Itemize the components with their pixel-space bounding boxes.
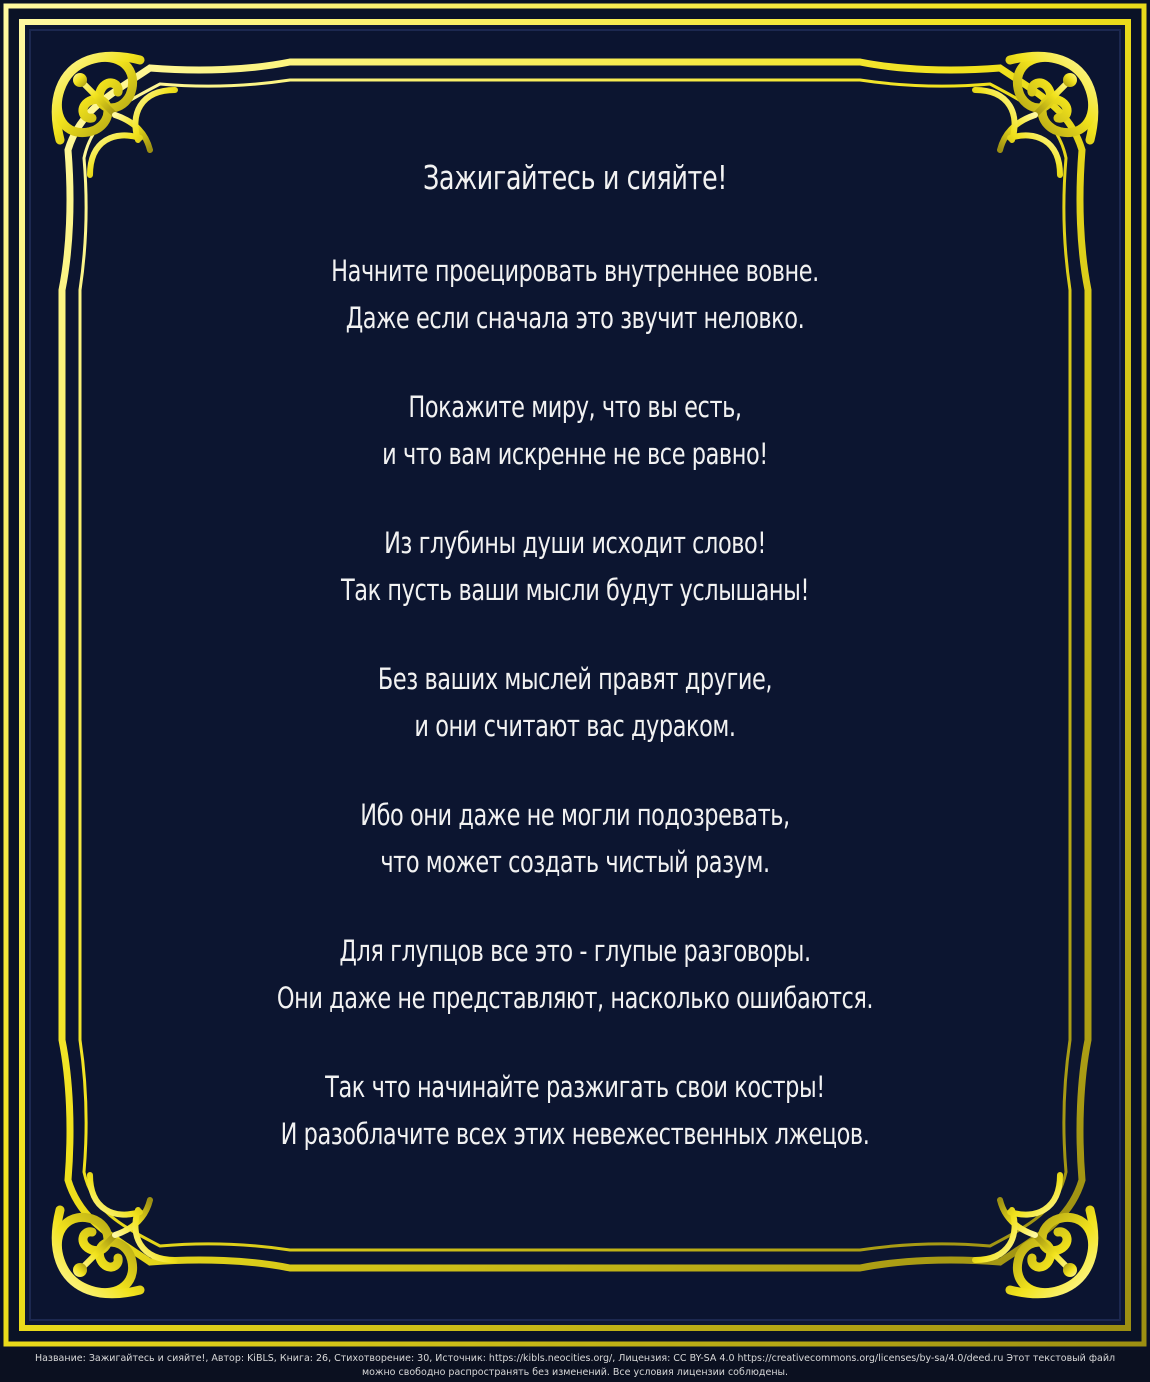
poem-stanzas	[120, 248, 1030, 1158]
poem-line: Начните проецировать внутреннее вовне.	[331, 254, 819, 288]
footer-line-2: можно свободно распространять без изменений. Все условия лицензии соблюдены.	[361, 1367, 789, 1378]
poem-line: и что вам искренне не все равно!	[382, 437, 768, 471]
poem-body	[120, 150, 1030, 1200]
poem-line: Без ваших мыслей правят другие,	[377, 662, 773, 696]
poem-line: Они даже не представляют, насколько ошибаются.	[276, 981, 874, 1015]
stanza	[120, 928, 1030, 1022]
stanza	[120, 792, 1030, 886]
stanza	[120, 1064, 1030, 1158]
poem-line: и они считают вас дураком.	[414, 709, 736, 743]
poem-line: Так пусть ваши мысли будут услышаны!	[340, 573, 810, 607]
stanza	[120, 520, 1030, 614]
stanza	[120, 384, 1030, 478]
license-footer	[0, 1350, 1150, 1382]
poem-line: Ибо они даже не могли подозревать,	[360, 798, 790, 832]
poem-line: И разоблачите всех этих невежественных лжецов.	[280, 1117, 870, 1151]
poem-line: Из глубины души исходит слово!	[384, 526, 766, 560]
stanza	[120, 656, 1030, 750]
stanza	[120, 248, 1030, 342]
poem-line: Даже если сначала это звучит неловко.	[345, 301, 805, 335]
poem-line: Для глупцов все это - глупые разговоры.	[339, 934, 811, 968]
poem-title: Зажигайтесь и сияйте!	[422, 158, 728, 197]
footer-line-1: Название: Зажигайтесь и сияйте!, Автор: KiBLS, Книга: 26, Стихотворение: 30, Источник: https://kibls.neocities.org/, Лицензия: CC BY-SA 4.0 https://creativecommons.org/licenses/by-sa/4.0/deed.ru Этот текстовый файл	[34, 1353, 1116, 1364]
poem-line: Так что начинайте разжигать свои костры!	[325, 1070, 825, 1104]
poem-line: Покажите миру, что вы есть,	[408, 390, 742, 424]
poem-line: что может создать чистый разум.	[380, 845, 770, 879]
